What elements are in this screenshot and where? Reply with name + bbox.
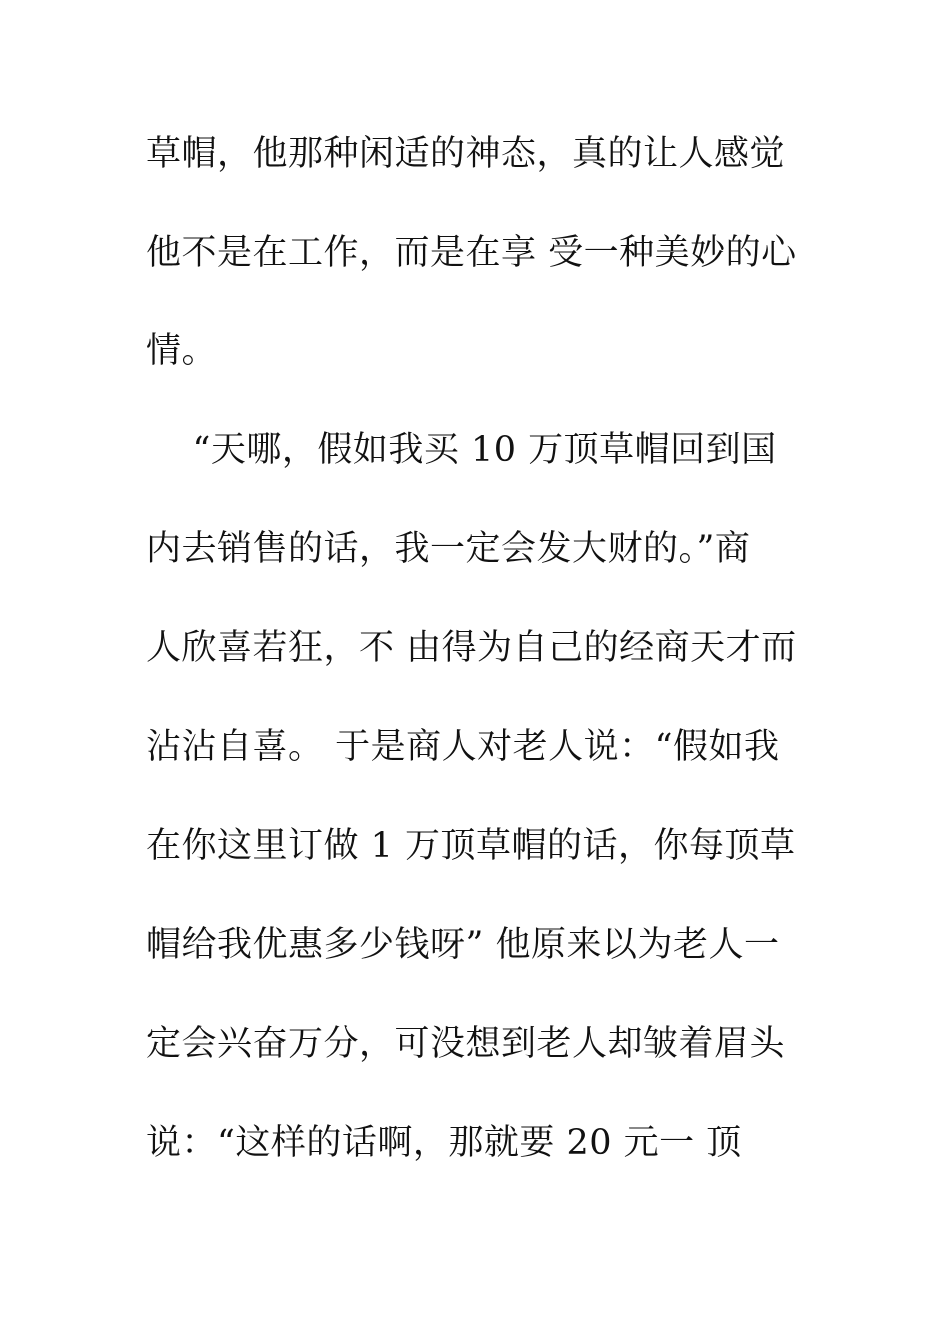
text-line: 帽给我优惠多少钱呀” 他原来以为老人一	[146, 925, 780, 965]
text-line: 说：“这样的话啊，那就要 20 元一 顶	[146, 1123, 742, 1163]
text-line: 情。	[146, 331, 218, 371]
text-line: 在你这里订做 1 万顶草帽的话，你每顶草	[146, 826, 796, 866]
text-line: 定会兴奋万分，可没想到老人却皱着眉头	[146, 1024, 786, 1064]
text-line: 人欣喜若狂，不 由得为自己的经商天才而	[146, 628, 797, 668]
text-line: 草帽，他那种闲适的神态，真的让人感觉	[146, 134, 786, 174]
text-line: 沾沾自喜。 于是商人对老人说：“假如我	[146, 727, 780, 767]
text-line: 内去销售的话，我一定会发大财的。”商	[146, 529, 751, 569]
text-line: 他不是在工作，而是在享 受一种美妙的心	[146, 233, 797, 273]
text-line: “天哪，假如我买 10 万顶草帽回到国	[146, 430, 777, 470]
